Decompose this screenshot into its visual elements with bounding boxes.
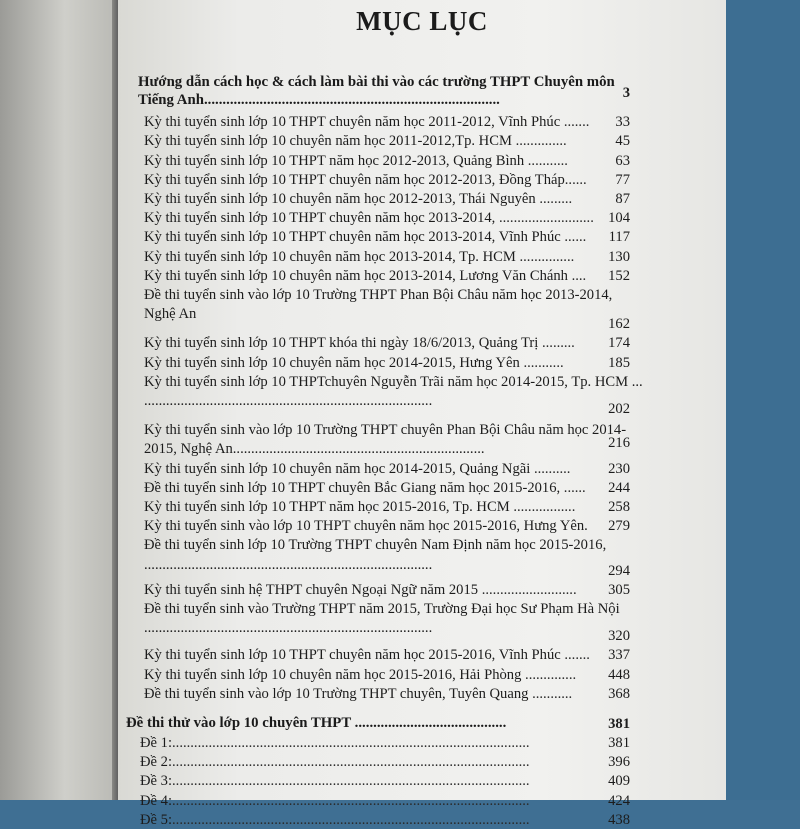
toc-entry-title: Đề thi tuyển sinh vào lớp 10 Trường THPT Phan Bội Châu năm học 2013-2014, — [144, 287, 613, 303]
toc-page-number: 424 — [608, 793, 630, 809]
toc-entry-line — [144, 305, 574, 323]
practice-test-entry — [140, 811, 570, 829]
practice-test-dots: .................................................................................................. — [172, 812, 530, 828]
toc-entry-title: Kỳ thi tuyển sinh lớp 10 THPT chuyên năm học 2011-2012, Vĩnh Phúc — [144, 114, 561, 130]
toc-entry-title: Kỳ thi tuyển sinh lớp 10 THPT năm học 2015-2016, Tp. HCM — [144, 499, 510, 515]
toc-entry-title: Kỳ thi tuyển sinh lớp 10 THPTchuyên Nguyễn Trãi năm học 2014-2015, Tp. HCM ... — [144, 374, 643, 390]
toc-page-number: 438 — [608, 812, 630, 828]
toc-entry — [144, 209, 630, 227]
toc-entry-dots: ....... — [560, 114, 590, 130]
toc-entry-dots: ..................................................................... — [232, 441, 485, 457]
practice-test-title: Đề 2: — [140, 754, 173, 770]
toc-entry-dots: ........... — [528, 686, 573, 702]
toc-entry-line — [144, 286, 642, 304]
toc-page-number: 337 — [608, 647, 630, 663]
previous-page — [0, 0, 118, 800]
toc-entry-dots: ...... — [560, 480, 586, 496]
toc-entry-line — [144, 440, 574, 458]
toc-entry — [144, 171, 630, 189]
practice-test-title: Đề 3: — [140, 773, 173, 789]
practice-test-dots: .................................................................................................. — [172, 793, 530, 809]
practice-test-entry — [140, 792, 570, 810]
toc-entry-title: Kỳ thi tuyển sinh lớp 10 chuyên năm học 2014-2015, Hưng Yên — [144, 355, 520, 371]
toc-page-number: 320 — [608, 628, 630, 644]
toc-entry-title: Đề thi tuyển sinh lớp 10 Trường THPT chuyên Nam Định năm học 2015-2016, — [144, 537, 607, 553]
toc-entry-dots: ............................................................................... — [144, 620, 433, 636]
page-title: MỤC LỤC — [356, 6, 488, 36]
toc-page-number: 33 — [615, 114, 630, 130]
toc-entry-title: 2015, Nghệ An — [144, 441, 233, 457]
toc-entry-title: Kỳ thi tuyển sinh lớp 10 chuyên năm học 2012-2013, Thái Nguyên — [144, 191, 536, 207]
toc-entry-dots: ...... — [560, 229, 587, 245]
toc-entry — [144, 267, 630, 285]
toc-entry — [144, 646, 630, 664]
toc-entry-title: Kỳ thi tuyển sinh vào lớp 10 Trường THPT chuyên Phan Bội Châu năm học 2014- — [144, 422, 627, 438]
section-heading-title: Đề thi thử vào lớp 10 chuyên THPT — [126, 715, 351, 731]
toc-page-number: 117 — [608, 229, 630, 245]
toc-page-number: 45 — [615, 133, 630, 149]
toc-page-number: 258 — [608, 499, 630, 515]
toc-entry — [144, 354, 630, 372]
toc-entry-dots: ......... — [538, 335, 575, 351]
practice-test-title: Đề 4: — [140, 793, 173, 809]
toc-page-number: 216 — [608, 435, 630, 451]
toc-entry-dots: ....... — [560, 647, 590, 663]
toc-entry-title: Kỳ thi tuyển sinh lớp 10 THPT chuyên năm học 2013-2014, — [144, 210, 496, 226]
toc-entry-dots: .............. — [521, 667, 577, 683]
toc-entry — [144, 666, 630, 684]
toc-entry-title: Kỳ thi tuyển sinh lớp 10 chuyên năm học 2011-2012,Tp. HCM — [144, 133, 512, 149]
toc-entry-title: Kỳ thi tuyển sinh lớp 10 chuyên năm học 2015-2016, Hải Phòng — [144, 667, 522, 683]
toc-page-number: 294 — [608, 563, 630, 579]
intro-heading-line2: Tiếng Anh................................................................................ — [138, 92, 500, 108]
toc-page-number: 152 — [608, 268, 630, 284]
toc-entry-dots: ................. — [509, 499, 576, 515]
toc-entry-line — [144, 373, 642, 391]
toc-page-number: 230 — [608, 461, 630, 477]
section-heading — [126, 715, 566, 732]
toc-entry-title: Nghệ An — [144, 306, 197, 322]
toc-page-number: 185 — [608, 355, 630, 371]
toc-page-number: 368 — [608, 686, 630, 702]
toc-entry-title: Kỳ thi tuyển sinh lớp 10 THPT chuyên năm học 2015-2016, Vĩnh Phúc — [144, 647, 561, 663]
toc-page-number: 381 — [608, 735, 630, 751]
toc-entry-title: Kỳ thi tuyển sinh lớp 10 THPT năm học 2012-2013, Quảng Bình — [144, 153, 525, 169]
practice-test-entry — [140, 753, 570, 771]
toc-entry-title: Kỳ thi tuyển sinh vào lớp 10 THPT chuyên năm học 2015-2016, Hưng Yên. — [144, 518, 588, 534]
toc-entry-line — [144, 536, 642, 554]
toc-entry — [144, 581, 630, 599]
toc-entry-line — [144, 556, 580, 574]
practice-test-entry — [140, 772, 570, 790]
toc-entry-dots: ...... — [564, 172, 587, 188]
toc-entry-title: Đề thi tuyển sinh vào Trường THPT năm 2015, Trường Đại học Sư Phạm Hà Nội — [144, 601, 620, 617]
toc-page-number: 77 — [615, 172, 630, 188]
intro-page-number: 3 — [622, 85, 630, 101]
toc-entry-dots: .... — [567, 268, 587, 284]
toc-entry — [144, 517, 630, 535]
toc-page-number: 409 — [608, 773, 630, 789]
toc-entry-dots: .............. — [511, 133, 567, 149]
toc-page-number: 63 — [615, 153, 630, 169]
toc-page-number: 396 — [608, 754, 630, 770]
toc-entry-dots: ............................................................................... — [144, 393, 433, 409]
practice-test-title: Đề 1: — [140, 735, 173, 751]
toc-entry-title: Kỳ thi tuyển sinh lớp 10 THPT chuyên năm học 2013-2014, Vĩnh Phúc — [144, 229, 561, 245]
toc-entry-title: Đề thi tuyển sinh lớp 10 THPT chuyên Bắc Giang năm học 2015-2016, — [144, 480, 561, 496]
section-heading-dots: ......................................... — [350, 715, 507, 731]
toc-page-number: 202 — [608, 401, 630, 417]
toc-entry — [144, 190, 630, 208]
practice-test-dots: .................................................................................................. — [172, 735, 530, 751]
toc-entry-title: Kỳ thi tuyển sinh hệ THPT chuyên Ngoại Ngữ năm 2015 — [144, 582, 479, 598]
practice-test-entry — [140, 734, 570, 752]
practice-test-dots: .................................................................................................. — [172, 754, 530, 770]
toc-entry-title: Kỳ thi tuyển sinh lớp 10 chuyên năm học 2014-2015, Quảng Ngãi — [144, 461, 531, 477]
toc-page-number: 130 — [608, 249, 630, 265]
toc-entry-dots: ........... — [524, 153, 568, 169]
toc-entry — [144, 228, 630, 246]
toc-page-number: 244 — [608, 480, 630, 496]
toc-entry-line — [144, 619, 580, 637]
toc-entry — [144, 498, 630, 516]
toc-page-number: 305 — [608, 582, 630, 598]
background-surface — [726, 0, 800, 800]
toc-page-number: 174 — [608, 335, 630, 351]
toc-page-number: 87 — [615, 191, 630, 207]
practice-test-dots: .................................................................................................. — [172, 773, 530, 789]
toc-page-number: 448 — [608, 667, 630, 683]
toc-entry — [144, 685, 630, 703]
toc-entry — [144, 152, 630, 170]
toc-page-number: 279 — [608, 518, 630, 534]
toc-entry-dots: .......................... — [478, 582, 577, 598]
toc-page-number: 381 — [608, 716, 630, 732]
toc-entry — [144, 132, 630, 150]
toc-entry — [144, 334, 630, 352]
toc-entry-dots: ............... — [515, 249, 575, 265]
intro-heading: Hướng dẫn cách học & cách làm bài thi vào các trường THPT Chuyên môn — [138, 74, 615, 90]
toc-entry-line — [144, 392, 574, 410]
toc-page-number: 104 — [608, 210, 630, 226]
toc-entry-dots: ........... — [519, 355, 564, 371]
toc-page — [118, 0, 726, 828]
toc-entry-dots: .......................... — [495, 210, 594, 226]
toc-entry-title: Đề thi tuyển sinh vào lớp 10 Trường THPT chuyên, Tuyên Quang — [144, 686, 529, 702]
toc-entry-title: Kỳ thi tuyển sinh lớp 10 chuyên năm học 2013-2014, Lương Văn Chánh — [144, 268, 568, 284]
toc-entry-line — [144, 600, 642, 618]
toc-entry-dots: .......... — [530, 461, 571, 477]
toc-entry-title: Kỳ thi tuyển sinh lớp 10 THPT khóa thi ngày 18/6/2013, Quảng Trị — [144, 335, 539, 351]
toc-entry-dots: ............................................................................... — [144, 557, 433, 573]
toc-entry — [144, 248, 630, 266]
toc-entry — [144, 113, 630, 131]
toc-entry-dots: ......... — [535, 191, 573, 207]
toc-entry-title: Kỳ thi tuyển sinh lớp 10 chuyên năm học 2013-2014, Tp. HCM — [144, 249, 516, 265]
toc-entry-title: Kỳ thi tuyển sinh lớp 10 THPT chuyên năm học 2012-2013, Đồng Tháp — [144, 172, 565, 188]
toc-entry — [144, 479, 630, 497]
toc-entry — [144, 460, 630, 478]
practice-test-title: Đề 5: — [140, 812, 173, 828]
toc-page-number: 162 — [608, 316, 630, 332]
toc-entry-line — [144, 421, 642, 439]
